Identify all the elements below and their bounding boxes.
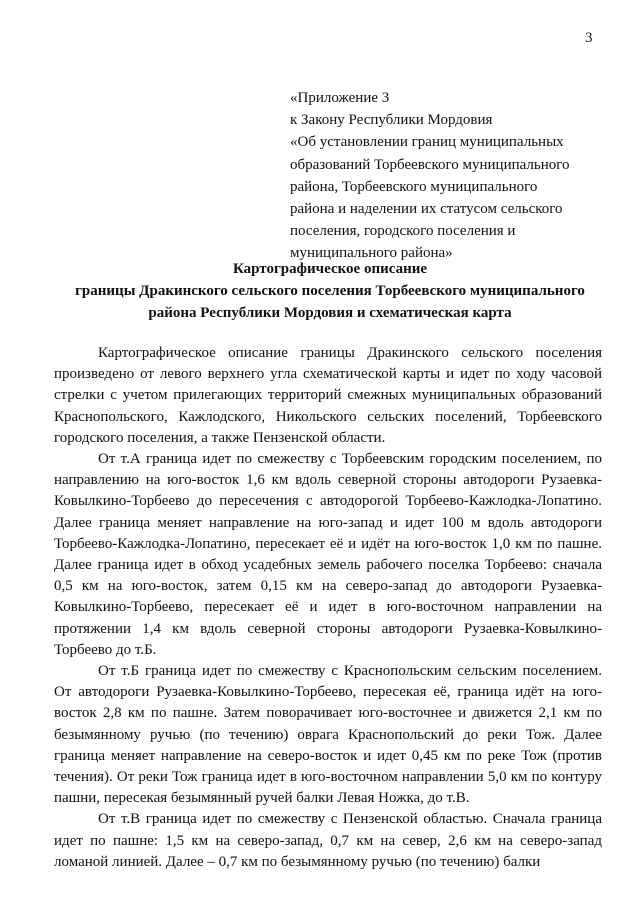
appendix-line: «Приложение 3 <box>290 90 390 106</box>
appendix-line: к Закону Республики Мордовия <box>290 112 493 129</box>
title-line: района Республики Мордовия и схематическая карта <box>148 305 512 321</box>
body-paragraph <box>54 449 602 661</box>
appendix-line: поселения, городского поселения и <box>290 223 516 240</box>
paragraph-text: От т.В граница идет по смежеству с Пензенской областью. Сначала граница идет по пашне: 1,5 км на северо-запад, 0,7 км на север, 2,6 км на северо-запад ломаной линией. Далее – 0,7 км по безымянному ручью (по течению) балки <box>54 811 602 870</box>
title-line: Картографическое описание <box>232 261 428 277</box>
appendix-line: образований Торбеевского муниципального <box>290 156 570 173</box>
title-line: границы Дракинского сельского поселения Торбеевского муниципального <box>75 283 585 299</box>
appendix-line: района и наделении их статусом сельского <box>290 201 563 218</box>
body-paragraph <box>54 661 602 809</box>
page-number: 3 <box>585 30 593 46</box>
document-body <box>54 343 602 873</box>
body-paragraph <box>54 809 602 873</box>
paragraph-text: Картографическое описание границы Дракинского сельского поселения произведено от левого верхнего угла схематической карты и идет по ходу часовой стрелки с учетом прилегающих территорий смежных муниципальных образований Краснопольского, Кажлодского, Никольского сельских поселений, Торбеевского городского поселения, а также Пензенской области. <box>54 345 602 446</box>
appendix-line: муниципального района» <box>290 245 453 262</box>
appendix-line: «Об установлении границ муниципальных <box>290 134 564 151</box>
appendix-reference <box>290 87 620 265</box>
paragraph-text: От т.Б граница идет по смежеству с Краснопольским сельским поселением. От автодороги Рузаевка-Ковылкино-Торбеево, пересекая её, граница идёт на юго-восток 2,8 км по пашне. Затем поворачивает юго-восточнее и движется 2,1 км по безымянному ручью (по течению) оврага Краснопольский до реки Тож. Далее граница меняет направление на северо-восток и идет 0,45 км по реке Тож (против течения). От реки Тож граница идет в юго-восточном направлении 5,0 км по контуру пашни, пересекая безымянный ручей балки Левая Ножка, до т.В. <box>54 663 602 807</box>
body-paragraph <box>54 343 602 449</box>
document-title <box>40 258 620 324</box>
appendix-line: района, Торбеевского муниципального <box>290 178 538 195</box>
paragraph-text: От т.А граница идет по смежеству с Торбеевским городским поселением, по направлению на юго-восток 1,6 км вдоль северной стороны автодороги Рузаевка-Ковылкино-Торбеево до пересечения с автодорогой Торбеево-Кажлодка-Лопатино. Далее граница меняет направление на юго-запад и идет 100 м вдоль автодороги Торбеево-Кажлодка-Лопатино, пересекает её и идёт на юго-восток 1,0 км по пашне. Далее граница идет в обход усадебных земель рабочего поселка Торбеево: сначала 0,5 км на юго-восток, затем 0,15 км на северо-запад до автодороги Рузаевка-Ковылкино-Торбеево, пересекает её и идет в юго-восточном направлении на протяжении 1,4 км вдоль северной стороны автодороги Рузаевка-Ковылкино-Торбеево до т.Б. <box>54 451 602 658</box>
